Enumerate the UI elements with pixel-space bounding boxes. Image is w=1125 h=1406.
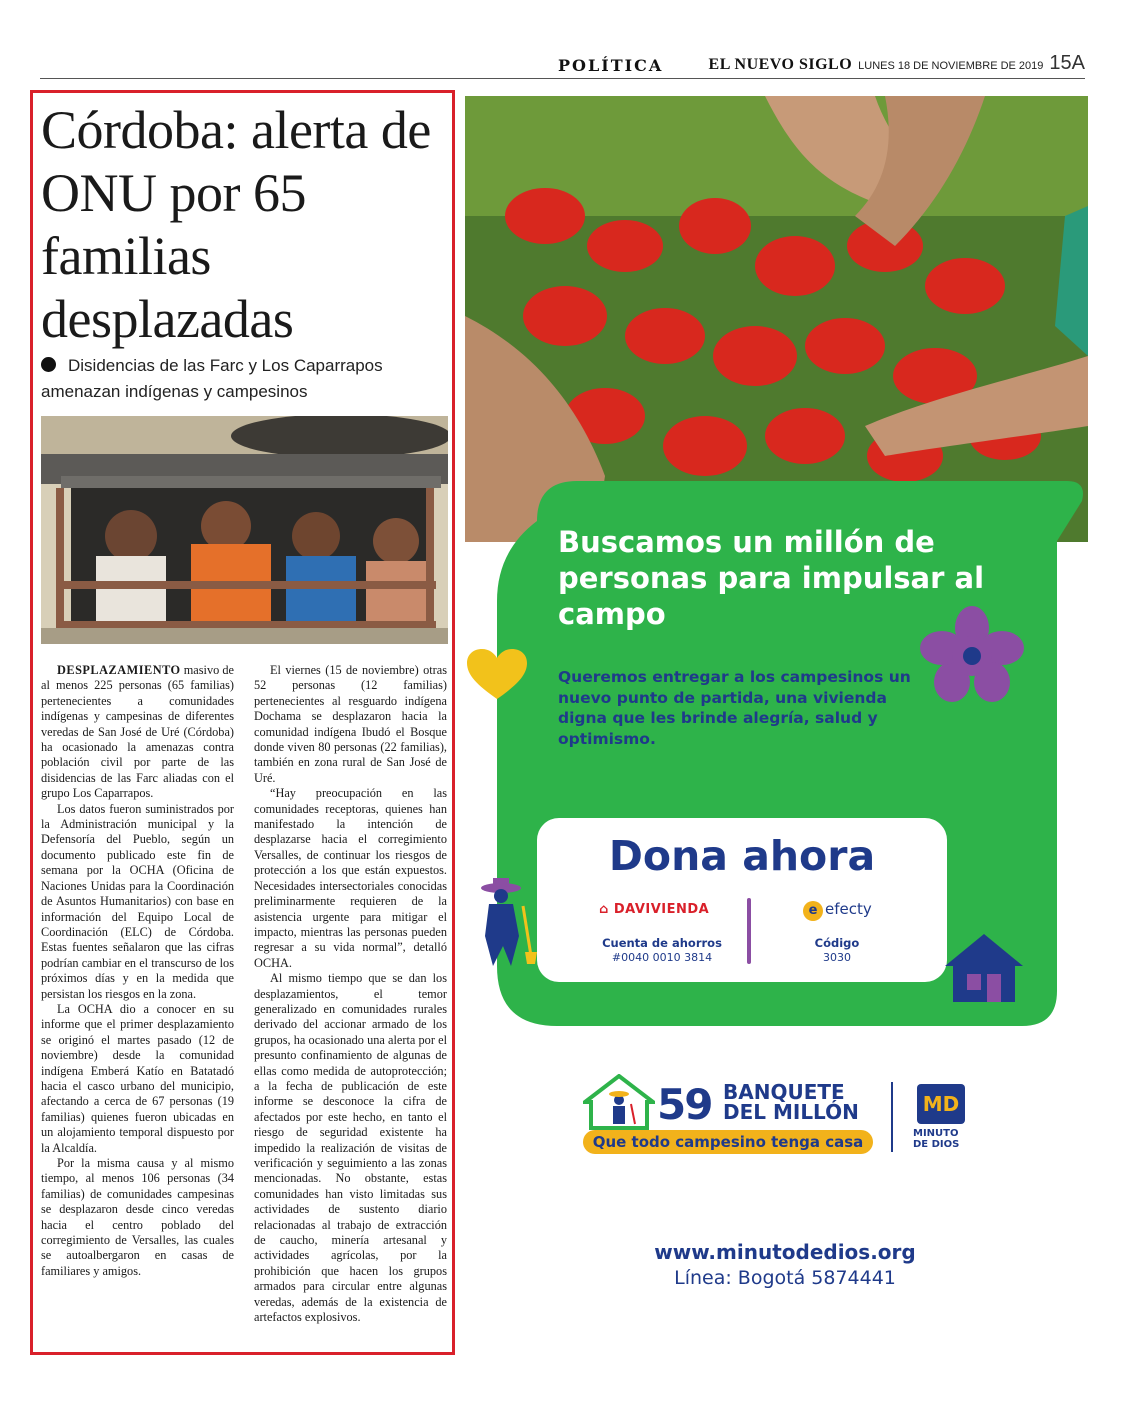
article-column-2 [254,663,447,1325]
donate-title: Dona ahora [608,832,876,880]
advertisement [465,96,1090,1306]
davivienda-logo [599,902,709,917]
bullet-icon [41,357,56,372]
article-paragraph: La OCHA dio a conocer en su informe que el primer desplazamiento se originó el martes pasado (12 de noviembre) desde la comunidad indígena Emberá Katío en Batatadó hacia el casco urbano del municipio, afectando a cerca de 67 personas (19 familias) quienes fueron ubicadas en un alojamiento temporal dispuesto por la Alcaldía. [41,1001,234,1155]
org-name: MINUTO DE DIOS [913,1128,960,1150]
efecty-logo [803,900,872,921]
code-value: 3030 [823,951,851,964]
paper-name: EL NUEVO SIGLO [708,56,853,73]
subhead-text: Disidencias de las Farc y Los Caparrapos amenazan indígenas y campesinos [41,356,383,401]
code-label: Código [814,936,860,950]
article-photo [41,416,448,644]
article-paragraph [41,663,234,802]
truck-passengers-illustration [41,416,448,644]
masthead [709,52,1085,75]
website-link[interactable]: www.minutodedios.org [654,1240,916,1264]
event-tagline: Que todo campesino tenga casa [583,1130,873,1154]
farmer-icon [481,876,541,966]
page-number: 15A [1049,52,1085,74]
article-paragraph: Al mismo tiempo que se dan los desplazamientos, el temor generalizado en comunidades rurales derivado del accionar armado de los grupos, ha ocasionado una alerta por el presunto confinamiento de algunas de ellas como medida de autoprotección; a la fecha de publicación de este informe se desconoce la cifra de afectados por este hecho, en tanto el riesgo de seguridad existente ha impedido la realización de visitas de verificación y seguimiento a las zonas mencionadas. No obstante, estas comunidades han visto limitadas sus actividades de sustento diario relacionadas al trabajo de extracción de caucho, minería artesanal y actividades agrícolas, por la prohibición que hacen los grupos armados para circular entre algunas veredas, además de la existencia de artefactos explosivos. [254,971,447,1325]
event-title-line1: BANQUETE [723,1080,845,1104]
card-divider [747,898,751,964]
issue-date: LUNES 18 DE NOVIEMBRE DE 2019 [858,60,1044,72]
phone-line: Línea: Bogotá 5874441 [674,1267,896,1289]
article-subhead [41,353,451,405]
efecty-name: efecty [825,900,872,918]
account-number: #0040 0010 3814 [611,951,713,964]
donate-card[interactable] [537,818,947,982]
article-headline: Córdoba: alerta de ONU por 65 familias desplazadas [41,100,431,349]
article-paragraph: “Hay preocupación en las comunidades receptoras, quienes han manifestado la intención de desplazarse hacia el corregimiento Versalles, de continuar los riesgos de protección a los que están expuestos. Necesidades intersectoriales conocidas preliminarmente requieren de la asistencia urgente para mitigar el impacto, mientras las personas pueden regresar a su vida normal”, detalló OCHA. [254,786,447,970]
event-number: 59 [657,1080,712,1129]
logo-divider [891,1082,893,1152]
bank-name: DAVIVIENDA [613,902,710,917]
heart-icon [467,649,527,703]
banquete-logo [583,1074,973,1184]
article-paragraph: Por la misma causa y al mismo tiempo, al menos 106 personas (34 familias) de comunidades campesinas se desplazaron desde cinco veredas hacia el centro poblado del corregimiento de Versalles, las cuales se autoalbergaron en casas de familiares y amigos. [41,1156,234,1278]
flower-icon [920,606,1024,706]
minuto-de-dios-logo: MD [917,1084,965,1124]
page-header [40,52,1085,79]
ad-text: Queremos entregar a los campesinos un nuevo punto de partida, una vivienda digna que les brinde alegría, salud y optimismo. [558,668,911,748]
article-column-1 [41,663,234,1279]
peppers-harvest-illustration [465,96,1088,542]
section-label: POLÍTICA [558,56,664,75]
peppers-photo [465,96,1088,542]
house-icon [943,932,1025,1004]
article-paragraph: El viernes (15 de noviembre) otras 52 personas (12 familias) pertenecientes al resguardo indígena Dochama se desplazaron hacia la comunidad indígena Ibudó el Bosque donde viven 80 personas (22 familias), también en zona rural de San José de Uré. [254,663,447,785]
farmer-house-icon [583,1074,655,1130]
house-icon: ⌂ [599,902,614,917]
efecty-e-icon: e [803,901,823,921]
paragraph-text: masivo de al menos 225 personas (65 familias) pertenecientes a comunidades indígenas y campesinas de diferentes veredas de San José de Uré (Córdoba) ha ocasionado la amenazas contra población civil por parte de las disidencias de las Farc aliadas con el grupo Los Caparrapos. [41,663,234,801]
article-frame [30,90,455,1355]
event-title-line2: DEL MILLÓN [723,1100,859,1124]
lead-word: DESPLAZAMIENTO [57,663,181,677]
article-paragraph: Los datos fueron suministrados por la Administración municipal y la Defensoría del Pueblo, según un documento publicado este fin de semana por la OCHA (Oficina de Naciones Unidas para la Coordinación de Asuntos Humanitarios) con base en información del Equipo Local de Coordinación (ELC) de Córdoba. Estas fuentes señalaron que las cifras podrían cambiar en el transcurso de los próximos días y en la medida que persistan los riesgos en la zona. [41,801,234,1001]
ad-title: Buscamos un millón de personas para impulsar al campo [558,525,985,631]
account-label: Cuenta de ahorros [602,936,722,950]
